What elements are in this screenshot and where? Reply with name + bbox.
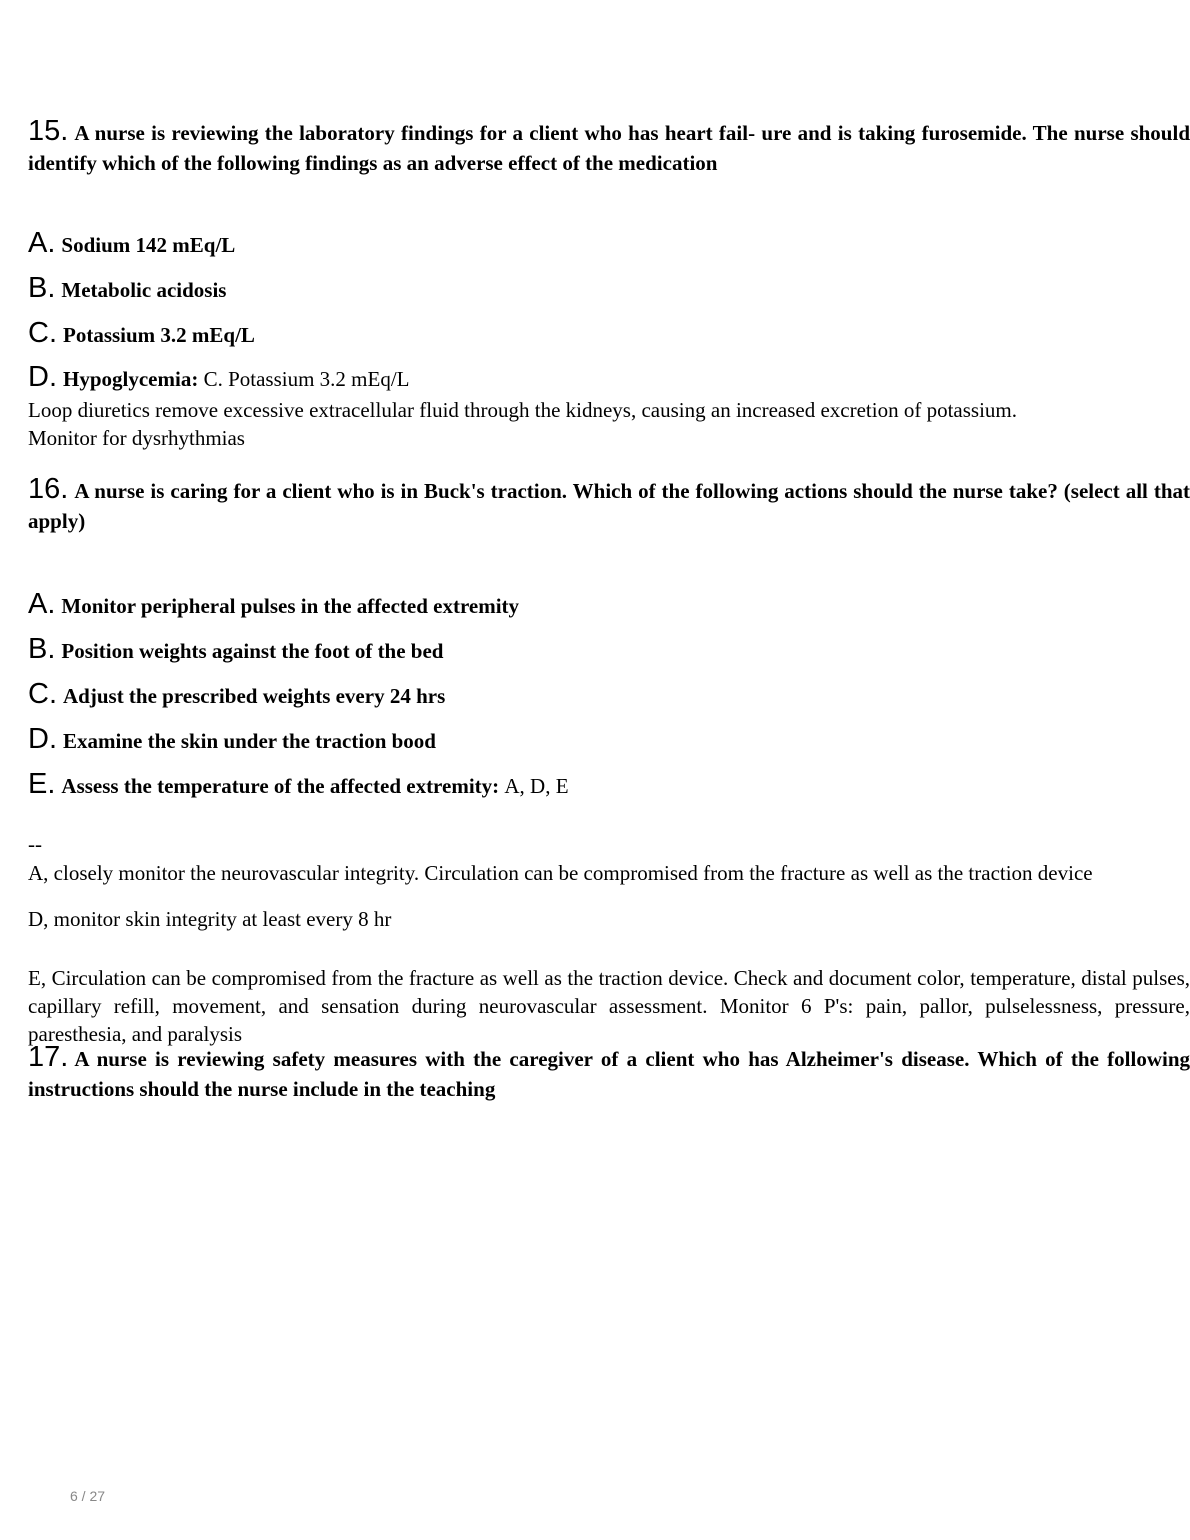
option-b (28, 634, 444, 666)
option-b (28, 273, 226, 305)
option-text: Sodium 142 mEq/L (61, 233, 236, 257)
question-number: 16. (28, 473, 69, 505)
option-text: Monitor peripheral pulses in the affected extremity (61, 594, 520, 618)
question-text: A nurse is reviewing the laboratory findings for a client who has heart fail- ure and is taking furosemide. The nurse should identify which of the following findings as an adverse effect of the medication (28, 121, 1190, 175)
rationale-e: E, Circulation can be compromised from the fracture as well as the traction device. Check and document color, temperature, distal pulses, capillary refill, movement, and sensation during neurovascular assessment. Monitor 6 P's: pain, pallor, pulselessness, pressure, paresthesia, and paralysis (28, 966, 1190, 1046)
option-letter: B. (28, 633, 56, 665)
option-text: Assess the temperature of the affected extremity: (61, 774, 500, 798)
option-letter: E. (28, 768, 56, 800)
question-15 (28, 116, 1190, 178)
option-letter: D. (28, 723, 57, 755)
question-text: A nurse is caring for a client who is in Buck's traction. Which of the following actions should the nurse take? (select all that apply) (28, 479, 1190, 533)
question-number: 15. (28, 115, 69, 147)
separator: -- (28, 832, 42, 856)
question-number: 17. (28, 1041, 69, 1073)
rationale-15 (28, 396, 1190, 452)
option-letter: A. (28, 227, 56, 259)
option-a (28, 589, 519, 621)
option-letter: C. (28, 678, 57, 710)
question-16 (28, 474, 1190, 536)
option-text: Metabolic acidosis (61, 278, 227, 302)
option-text: Adjust the prescribed weights every 24 hrs (63, 684, 446, 708)
question-17 (28, 1042, 1190, 1104)
option-d (28, 362, 410, 394)
question-text: A nurse is reviewing safety measures with the caregiver of a client who has Alzheimer's disease. Which of the following instructions should the nurse include in the teaching (28, 1047, 1190, 1101)
option-letter: B. (28, 272, 56, 304)
rationale-line: Monitor for dysrhythmias (28, 426, 245, 450)
option-e (28, 769, 569, 801)
option-text: Examine the skin under the traction bood (63, 729, 436, 753)
option-letter: C. (28, 317, 57, 349)
option-text: Hypoglycemia: (63, 367, 199, 391)
answer-text: C. Potassium 3.2 mEq/L (203, 367, 410, 391)
option-c (28, 679, 445, 711)
option-text: Potassium 3.2 mEq/L (63, 323, 255, 347)
rationale-d: D, monitor skin integrity at least every 8 hr (28, 907, 392, 931)
option-letter: D. (28, 361, 57, 393)
rationale-a: A, closely monitor the neurovascular integrity. Circulation can be compromised from the fracture as well as the traction device (28, 861, 1093, 885)
option-letter: A. (28, 588, 56, 620)
option-a (28, 228, 235, 260)
page-indicator: 6 / 27 (70, 1488, 106, 1504)
answer-text: A, D, E (504, 774, 569, 798)
option-d (28, 724, 436, 756)
rationale-line: Loop diuretics remove excessive extracellular fluid through the kidneys, causing an increased excretion of potassium. (28, 398, 1018, 422)
option-c (28, 318, 255, 350)
option-text: Position weights against the foot of the bed (61, 639, 444, 663)
